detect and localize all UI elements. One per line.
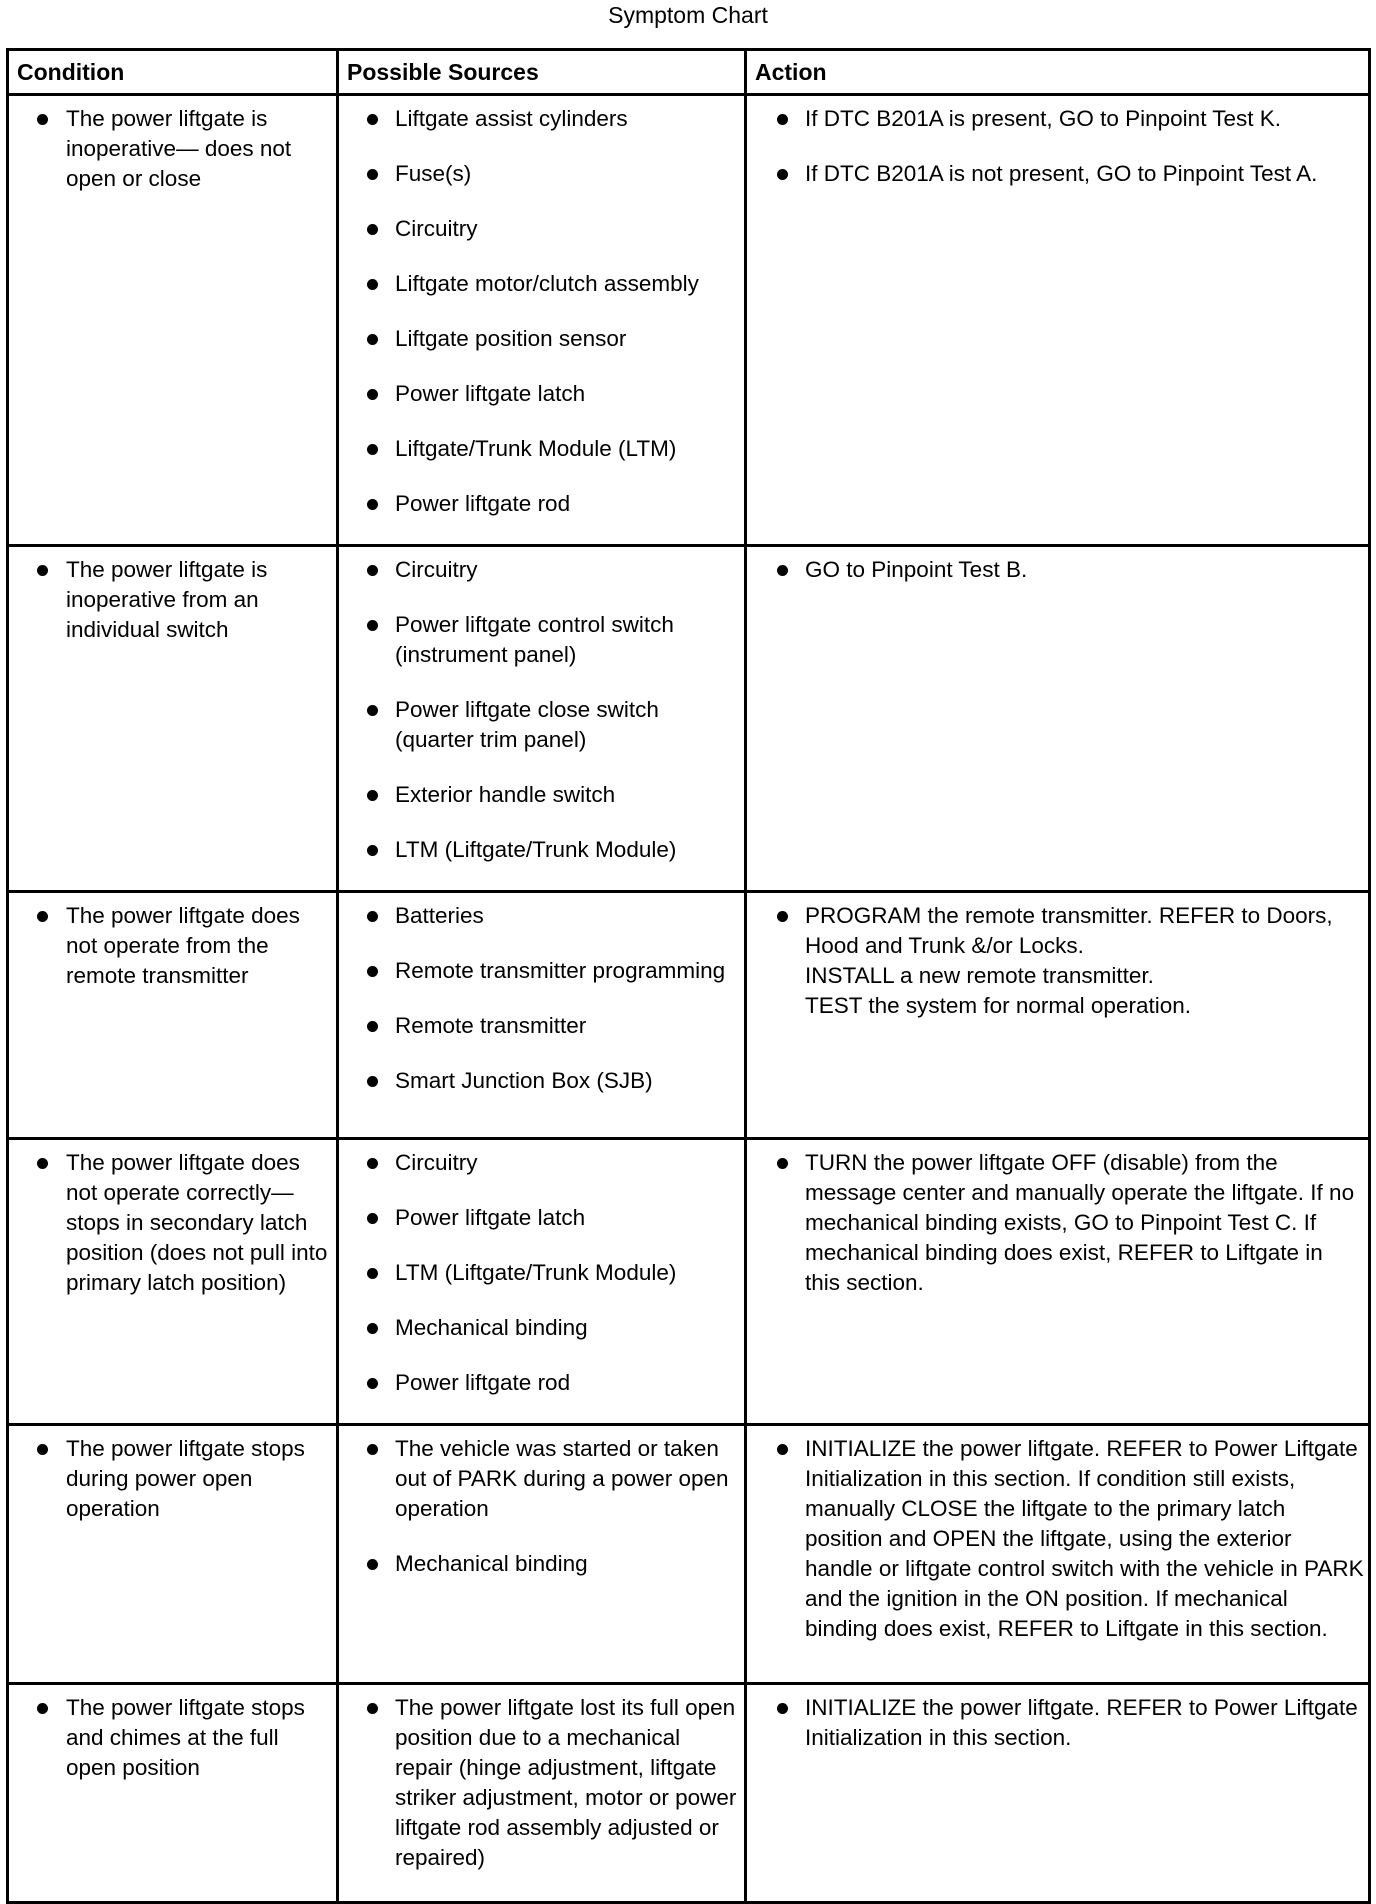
bullet-icon bbox=[367, 114, 378, 125]
list-item bbox=[339, 610, 740, 670]
list-item bbox=[339, 1258, 740, 1288]
list-item bbox=[339, 780, 740, 810]
list-item bbox=[9, 555, 332, 645]
list-item bbox=[339, 379, 740, 409]
header-action: Action bbox=[746, 50, 1370, 95]
action-text: If DTC B201A is present, GO to Pinpoint Test K. bbox=[805, 106, 1282, 131]
list-item bbox=[339, 159, 740, 189]
list-item bbox=[9, 1148, 332, 1298]
list-item bbox=[9, 104, 332, 194]
bullet-icon bbox=[37, 1703, 48, 1714]
bullet-icon bbox=[777, 1158, 788, 1169]
bullet-icon bbox=[367, 1444, 378, 1455]
header-condition: Condition bbox=[8, 50, 338, 95]
bullet-icon bbox=[367, 1021, 378, 1032]
bullet-icon bbox=[367, 845, 378, 856]
source-text: Power liftgate latch bbox=[395, 381, 586, 406]
list-item bbox=[9, 901, 332, 991]
list-item bbox=[747, 159, 1364, 189]
bullet-icon bbox=[37, 565, 48, 576]
list-item bbox=[339, 1203, 740, 1233]
chart-title: Symptom Chart bbox=[608, 2, 768, 28]
action-text: If DTC B201A is not present, GO to Pinpoint Test A. bbox=[805, 161, 1318, 186]
bullet-icon bbox=[367, 169, 378, 180]
bullet-icon bbox=[37, 1158, 48, 1169]
action-cell bbox=[746, 1139, 1370, 1425]
action-cell bbox=[746, 1684, 1370, 1903]
action-cell bbox=[746, 546, 1370, 892]
list-item bbox=[339, 835, 740, 865]
bullet-icon bbox=[777, 114, 788, 125]
source-text: The power liftgate lost its full open position due to a mechanical repair (hinge adjustment, liftgate striker adjustment, motor or power liftgate rod assembly adjusted or repaired) bbox=[395, 1695, 737, 1870]
source-text: Power liftgate rod bbox=[395, 491, 571, 516]
bullet-icon bbox=[367, 1076, 378, 1087]
bullet-icon bbox=[367, 1378, 378, 1389]
bullet-icon bbox=[367, 1268, 378, 1279]
source-text: Power liftgate latch bbox=[395, 1205, 586, 1230]
sources-cell bbox=[338, 546, 746, 892]
action-text: INITIALIZE the power liftgate. REFER to Power Liftgate Initialization in this section. If condition still exists, manually CLOSE the liftgate to the primary latch position and OPEN the liftgate, using the exterior handle or liftgate control switch with the vehicle in PARK and the ignition in the ON position. If mechanical binding does exist, REFER to Liftgate in this section. bbox=[805, 1436, 1364, 1641]
list-item bbox=[747, 1693, 1364, 1753]
bullet-icon bbox=[367, 334, 378, 345]
bullet-icon bbox=[367, 279, 378, 290]
bullet-icon bbox=[367, 790, 378, 801]
action-text: PROGRAM the remote transmitter. REFER to Doors, Hood and Trunk &/or Locks. bbox=[805, 903, 1333, 958]
header-possible-sources: Possible Sources bbox=[338, 50, 746, 95]
sources-cell bbox=[338, 95, 746, 546]
list-item bbox=[9, 1434, 332, 1524]
list-item bbox=[339, 269, 740, 299]
bullet-icon bbox=[37, 911, 48, 922]
bullet-icon bbox=[367, 1703, 378, 1714]
list-item bbox=[339, 1434, 740, 1524]
sources-cell bbox=[338, 1139, 746, 1425]
source-text: Batteries bbox=[395, 903, 484, 928]
bullet-icon bbox=[777, 1444, 788, 1455]
list-item bbox=[747, 901, 1364, 1021]
bullet-icon bbox=[777, 565, 788, 576]
list-item bbox=[339, 1368, 740, 1398]
source-text: Circuitry bbox=[395, 1150, 478, 1175]
table-row bbox=[8, 892, 1370, 1139]
action-cell bbox=[746, 892, 1370, 1139]
bullet-icon bbox=[367, 389, 378, 400]
list-item bbox=[339, 901, 740, 931]
bullet-icon bbox=[367, 1158, 378, 1169]
list-item bbox=[747, 1148, 1364, 1298]
list-item bbox=[339, 1066, 740, 1096]
condition-cell bbox=[8, 95, 338, 546]
bullet-icon bbox=[367, 705, 378, 716]
condition-text: The power liftgate does not operate correctly— stops in secondary latch position (does not pull into primary latch position) bbox=[66, 1150, 328, 1295]
table-row bbox=[8, 1425, 1370, 1684]
sources-cell bbox=[338, 1425, 746, 1684]
action-cell bbox=[746, 1425, 1370, 1684]
sources-cell bbox=[338, 892, 746, 1139]
bullet-icon bbox=[777, 1703, 788, 1714]
list-item bbox=[747, 1434, 1364, 1644]
condition-cell bbox=[8, 546, 338, 892]
bullet-icon bbox=[367, 444, 378, 455]
source-text: Circuitry bbox=[395, 216, 478, 241]
bullet-icon bbox=[367, 1323, 378, 1334]
action-text: GO to Pinpoint Test B. bbox=[805, 557, 1028, 582]
source-text: Mechanical binding bbox=[395, 1551, 588, 1576]
header-row bbox=[8, 50, 1370, 95]
condition-cell bbox=[8, 1139, 338, 1425]
action-cell bbox=[746, 95, 1370, 546]
list-item bbox=[339, 214, 740, 244]
condition-cell bbox=[8, 1684, 338, 1903]
bullet-icon bbox=[367, 966, 378, 977]
source-text: Liftgate position sensor bbox=[395, 326, 627, 351]
bullet-icon bbox=[777, 911, 788, 922]
condition-cell bbox=[8, 892, 338, 1139]
list-item bbox=[339, 1693, 740, 1873]
list-item bbox=[339, 1313, 740, 1343]
sources-cell bbox=[338, 1684, 746, 1903]
condition-cell bbox=[8, 1425, 338, 1684]
bullet-icon bbox=[367, 911, 378, 922]
condition-text: The power liftgate does not operate from the remote transmitter bbox=[66, 903, 300, 988]
source-text: Remote transmitter programming bbox=[395, 958, 726, 983]
source-text: Power liftgate control switch (instrument panel) bbox=[395, 612, 674, 667]
table-row bbox=[8, 1684, 1370, 1903]
condition-text: The power liftgate is inoperative— does not open or close bbox=[66, 106, 292, 191]
source-text: Circuitry bbox=[395, 557, 478, 582]
source-text: Exterior handle switch bbox=[395, 782, 616, 807]
condition-text: The power liftgate is inoperative from an individual switch bbox=[66, 557, 268, 642]
action-text: INSTALL a new remote transmitter. bbox=[805, 963, 1154, 988]
list-item bbox=[339, 104, 740, 134]
list-item bbox=[339, 695, 740, 755]
bullet-icon bbox=[367, 224, 378, 235]
list-item bbox=[747, 555, 1364, 585]
list-item bbox=[339, 956, 740, 986]
action-text: TURN the power liftgate OFF (disable) from the message center and manually operate the liftgate. If no mechanical binding exists, GO to Pinpoint Test C. If mechanical binding does exist, REFER to Liftgate in this section. bbox=[805, 1150, 1355, 1295]
list-item bbox=[339, 555, 740, 585]
list-item bbox=[9, 1693, 332, 1783]
source-text: LTM (Liftgate/Trunk Module) bbox=[395, 1260, 677, 1285]
table-row bbox=[8, 546, 1370, 892]
condition-text: The power liftgate stops and chimes at the full open position bbox=[66, 1695, 305, 1780]
list-item bbox=[339, 434, 740, 464]
list-item bbox=[339, 1148, 740, 1178]
action-text: TEST the system for normal operation. bbox=[805, 993, 1191, 1018]
source-text: Mechanical binding bbox=[395, 1315, 588, 1340]
bullet-icon bbox=[37, 114, 48, 125]
source-text: LTM (Liftgate/Trunk Module) bbox=[395, 837, 677, 862]
source-text: Remote transmitter bbox=[395, 1013, 587, 1038]
source-text: Liftgate/Trunk Module (LTM) bbox=[395, 436, 677, 461]
list-item bbox=[747, 104, 1364, 134]
symptom-table bbox=[6, 48, 1371, 1904]
list-item bbox=[339, 1549, 740, 1579]
source-text: Power liftgate rod bbox=[395, 1370, 571, 1395]
bullet-icon bbox=[367, 620, 378, 631]
list-item bbox=[339, 489, 740, 519]
bullet-icon bbox=[367, 1559, 378, 1570]
bullet-icon bbox=[367, 565, 378, 576]
bullet-icon bbox=[777, 169, 788, 180]
action-text: INITIALIZE the power liftgate. REFER to Power Liftgate Initialization in this section. bbox=[805, 1695, 1358, 1750]
list-item bbox=[339, 1011, 740, 1041]
table-row bbox=[8, 1139, 1370, 1425]
condition-text: The power liftgate stops during power open operation bbox=[66, 1436, 305, 1521]
source-text: Liftgate motor/clutch assembly bbox=[395, 271, 699, 296]
bullet-icon bbox=[367, 1213, 378, 1224]
source-text: Power liftgate close switch (quarter trim panel) bbox=[395, 697, 659, 752]
source-text: Fuse(s) bbox=[395, 161, 472, 186]
source-text: The vehicle was started or taken out of PARK during a power open operation bbox=[395, 1436, 729, 1521]
list-item bbox=[339, 324, 740, 354]
bullet-icon bbox=[37, 1444, 48, 1455]
table-row bbox=[8, 95, 1370, 546]
bullet-icon bbox=[367, 499, 378, 510]
source-text: Liftgate assist cylinders bbox=[395, 106, 628, 131]
source-text: Smart Junction Box (SJB) bbox=[395, 1068, 653, 1093]
